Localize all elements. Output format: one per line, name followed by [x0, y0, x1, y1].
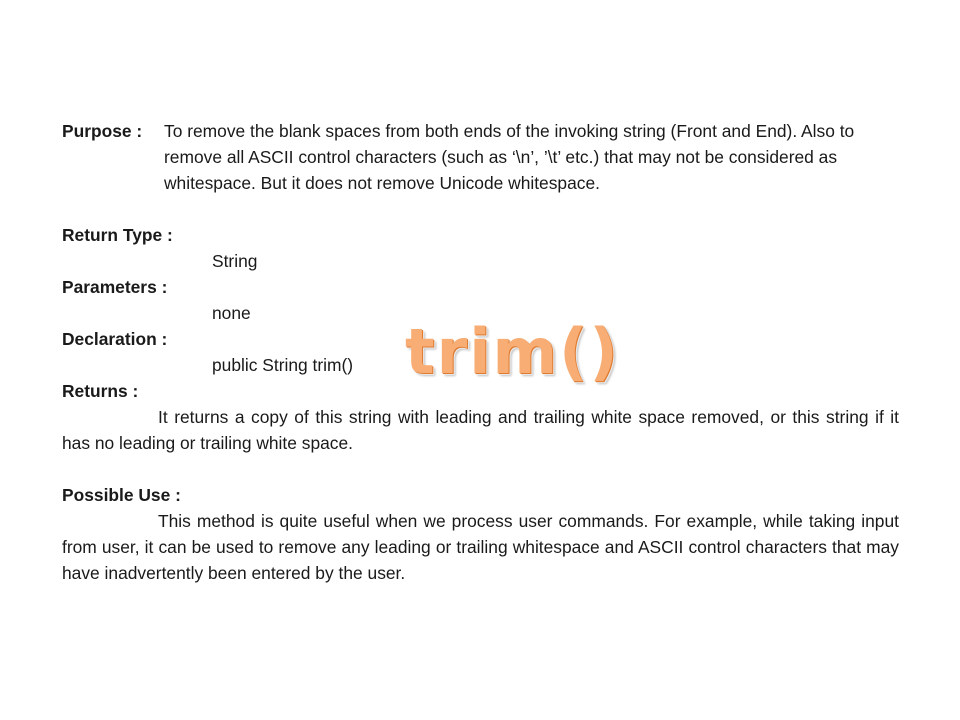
returns-text: It returns a copy of this string with leading and trailing white space removed, or this string if it has no leading or trailing white space. [62, 407, 899, 453]
spacer [62, 196, 899, 222]
declaration-label: Declaration : [62, 329, 168, 349]
spacer [62, 456, 899, 482]
declaration-value: public String trim() [212, 355, 354, 375]
purpose-section [62, 118, 899, 196]
parameters-value: none [212, 303, 251, 323]
purpose-text: To remove the blank spaces from both ends of the invoking string (Front and End). Also to remove all ASCII control characters (such as ‘\n’, ’\t’ etc.) that may not be considered as whitespace. But it does not remove Unicode whitespace. [164, 121, 855, 193]
returns-label: Returns : [62, 381, 139, 401]
parameters-label: Parameters : [62, 277, 168, 297]
return-type-value: String [212, 251, 258, 271]
possible-use-label: Possible Use : [62, 485, 181, 505]
return-type-label: Return Type : [62, 225, 173, 245]
purpose-label: Purpose : [62, 121, 143, 141]
trim-title-graphic: trim() [405, 315, 620, 388]
possible-use-text: This method is quite useful when we process user commands. For example, while taking input from user, it can be used to remove any leading or trailing whitespace and ASCII control characters that may have inadvertently been entered by the user. [62, 511, 899, 583]
